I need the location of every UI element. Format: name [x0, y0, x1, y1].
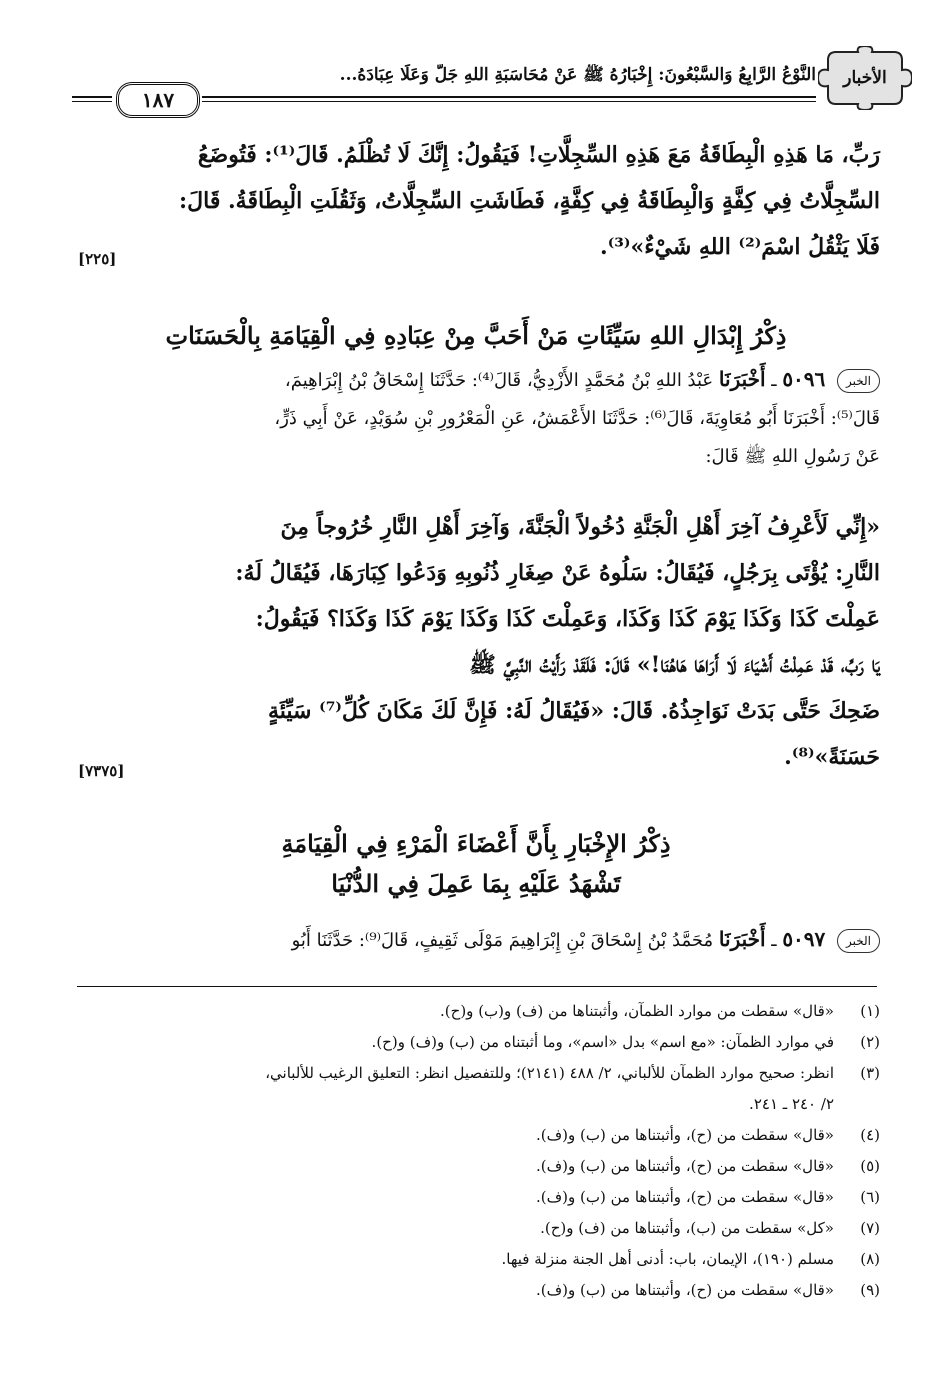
matn-line: يَا رَبِّ، قَدْ عَمِلْتُ أَشْيَاءَ لَا أَرَاهَا هَاهُنَا!» قَالَ: فَلَقَدْ رَأَيْتُ النَّبِيَّ ﷺ [469, 652, 880, 678]
matn-line: ضَحِكَ حَتَّى بَدَتْ نَوَاجِذُهُ. قَالَ: «فَيُقَالُ لَهُ: فَإِنَّ لَكَ مَكَانَ كُلِّ⁽⁷⁾ سَيِّئَةٍ [267, 698, 880, 724]
text-line: السِّجِلَّاتُ فِي كِفَّةٍ وَالْبِطَاقَةُ فِي كِفَّةٍ، فَطَاشَتِ السِّجِلَّاتُ، وَثَقُلَتِ الْبِطَاقَةُ. قَالَ: [179, 188, 880, 214]
footnote-number: (٣) [860, 1064, 880, 1082]
footnote-text: «كل» سقطت من (ب)، وأثبتناها من (ف) و(ح). [540, 1219, 834, 1237]
hadith-isnad [72, 360, 880, 476]
footnote-number: (١) [860, 1002, 880, 1020]
text-line: رَبِّ، مَا هَذِهِ الْبِطَاقَةُ مَعَ هَذِهِ السِّجِلَّاتِ! فَيَقُولُ: إِنَّكَ لَا تُظْلَمُ. قَالَ⁽¹⁾: فَتُوضَعُ [197, 142, 880, 168]
isnad-line: قَالَ⁽⁵⁾: أَخْبَرَنَا أَبُو مُعَاوِيَةَ، قَالَ⁽⁶⁾: حَدَّثَنَا الأَعْمَشُ، عَنِ الْمَعْرُورِ بْنِ سُوَيْدٍ، عَنْ أَبِي ذَرٍّ، [274, 408, 880, 429]
footnote-number: (٤) [860, 1126, 880, 1144]
footnote-number: (٨) [860, 1250, 880, 1268]
footnote [72, 1120, 880, 1151]
footnote-separator [77, 986, 877, 987]
page-number: ١٨٧ [116, 82, 200, 118]
running-title: النَّوْعُ الرَّابِعُ وَالسَّبْعُونَ: إِخْبَارُهُ ﷺ عَنْ مُحَاسَبَةِ اللهِ جَلَّ وَعَلَا عِبَادَهُ... [339, 65, 816, 85]
header-rule-left [72, 96, 112, 98]
text-line: فَلَا يَثْقُلُ اسْمَ⁽²⁾ اللهِ شَيْءٌ»⁽³⁾. [600, 234, 880, 260]
isnad-text: عَبْدُ اللهِ بْنُ مُحَمَّدٍ الأَزْدِيُّ، قَالَ⁽⁴⁾: حَدَّثَنَا إِسْحَاقُ بْنُ إِبْرَاهِيمَ، [284, 370, 714, 391]
footnote-number: (٢) [860, 1033, 880, 1051]
page-header [72, 40, 912, 120]
footnote [72, 1244, 880, 1275]
footnote-text: انظر: صحيح موارد الظمآن للألباني، ٢/ ٤٨٨ (٢١٤١)؛ وللتفصيل انظر: التعليق الرغيب للألباني، [265, 1064, 834, 1082]
continuation-paragraph [72, 132, 880, 270]
isnad-line [72, 920, 880, 960]
chapter-heading [72, 824, 880, 904]
footnote-text: في موارد الظمآن: «مع اسم» بدل «اسم»، وما أثبتناه من (ب) و(ف) و(ح). [371, 1033, 834, 1051]
akhbarana: أَخْبَرَنَا [718, 927, 766, 951]
footnote [72, 1089, 880, 1120]
hadith-number: ٥٠٩٦ [782, 367, 826, 391]
matn-line: «إِنِّي لَأَعْرِفُ آخِرَ أَهْلِ الْجَنَّةِ دُخُولاً الْجَنَّةَ، وَآخِرَ أَهْلِ النَّارِ خُرُوجاً مِنَ [280, 514, 880, 540]
section-badge [818, 46, 912, 110]
hadith-number: ٥٠٩٧ [782, 927, 826, 951]
footnote [72, 1275, 880, 1306]
isnad-text: مُحَمَّدُ بْنُ إِسْحَاقَ بْنِ إِبْرَاهِيمَ مَوْلَى ثَقِيفٍ، قَالَ⁽⁹⁾: حَدَّثَنَا أَبُو [291, 930, 714, 951]
hadith-matn [72, 504, 880, 780]
footnote-text: «قال» سقطت من موارد الظمآن، وأثبتناها من (ف) و(ب) و(ح). [440, 1002, 834, 1020]
hadith-marker-icon: الخبر [837, 369, 880, 393]
akhbarana: أَخْبَرَنَا [718, 367, 766, 391]
heading-line: ذِكْرُ الإِخْبَارِ بِأَنَّ أَعْضَاءَ الْمَرْءِ فِي الْقِيَامَةِ [281, 829, 671, 858]
hadith-isnad [72, 920, 880, 960]
footnote-number: (٥) [860, 1157, 880, 1175]
footnote [72, 1151, 880, 1182]
dash: ـ [771, 930, 777, 951]
matn-line: النَّارِ: يُؤْتَى بِرَجُلٍ، فَيُقَالُ: سَلُوهُ عَنْ صِغَارِ ذُنُوبِهِ وَدَعُوا كِبَارَهَا، فَيُقَالُ لَهُ: [235, 560, 880, 586]
dash: ـ [771, 370, 777, 391]
header-rule-thin [202, 101, 816, 102]
footnote-text: «قال» سقطت من (ح)، وأثبتناها من (ب) و(ف). [535, 1126, 834, 1144]
badge-label: الأخبار [843, 68, 887, 88]
header-rule [202, 96, 816, 98]
footnote-text: «قال» سقطت من (ح)، وأثبتناها من (ب) و(ف). [535, 1281, 834, 1299]
footnote-number: (٧) [860, 1219, 880, 1237]
hadith-reference: [٢٢٥] [78, 250, 117, 268]
footnote-text: ٢/ ٢٤٠ ـ ٢٤١. [749, 1095, 834, 1113]
heading-line: تَشْهَدُ عَلَيْهِ بِمَا عَمِلَ فِي الدُّنْيَا [331, 869, 621, 898]
chapter-heading [72, 314, 880, 358]
matn-line: حَسَنَةً»⁽⁸⁾. [784, 744, 880, 770]
footnote-text: مسلم (١٩٠)، الإيمان، باب: أدنى أهل الجنة منزلة فيها. [501, 1250, 834, 1268]
heading-line: ذِكْرُ إِبْدَالِ اللهِ سَيِّئَاتِ مَنْ أَحَبَّ مِنْ عِبَادِهِ فِي الْقِيَامَةِ بِالْحَسَنَاتِ [165, 321, 787, 350]
footnote-text: «قال» سقطت من (ح)، وأثبتناها من (ب) و(ف). [535, 1157, 834, 1175]
footnote-number: (٦) [860, 1188, 880, 1206]
footnote [72, 1182, 880, 1213]
footnote-number [834, 1089, 880, 1120]
footnote-number: (٩) [860, 1281, 880, 1299]
footnote-text: «قال» سقطت من (ح)، وأثبتناها من (ب) و(ف). [535, 1188, 834, 1206]
matn-line: عَمِلْتَ كَذَا وَكَذَا يَوْمَ كَذَا وَكَذَا، وَعَمِلْتَ كَذَا وَكَذَا يَوْمَ كَذَا وَكَذَا؟ فَيَقُولُ: [255, 606, 880, 632]
footnote [72, 996, 880, 1027]
isnad-line [72, 360, 880, 400]
hadith-marker-icon: الخبر [837, 929, 880, 953]
footnotes [72, 996, 880, 1306]
footnote [72, 1027, 880, 1058]
isnad-line: عَنْ رَسُولِ اللهِ ﷺ قَالَ: [705, 446, 880, 467]
footnote [72, 1058, 880, 1089]
header-rule-left-thin [72, 101, 112, 102]
footnote [72, 1213, 880, 1244]
hadith-reference: [٧٣٧٥] [78, 762, 125, 780]
